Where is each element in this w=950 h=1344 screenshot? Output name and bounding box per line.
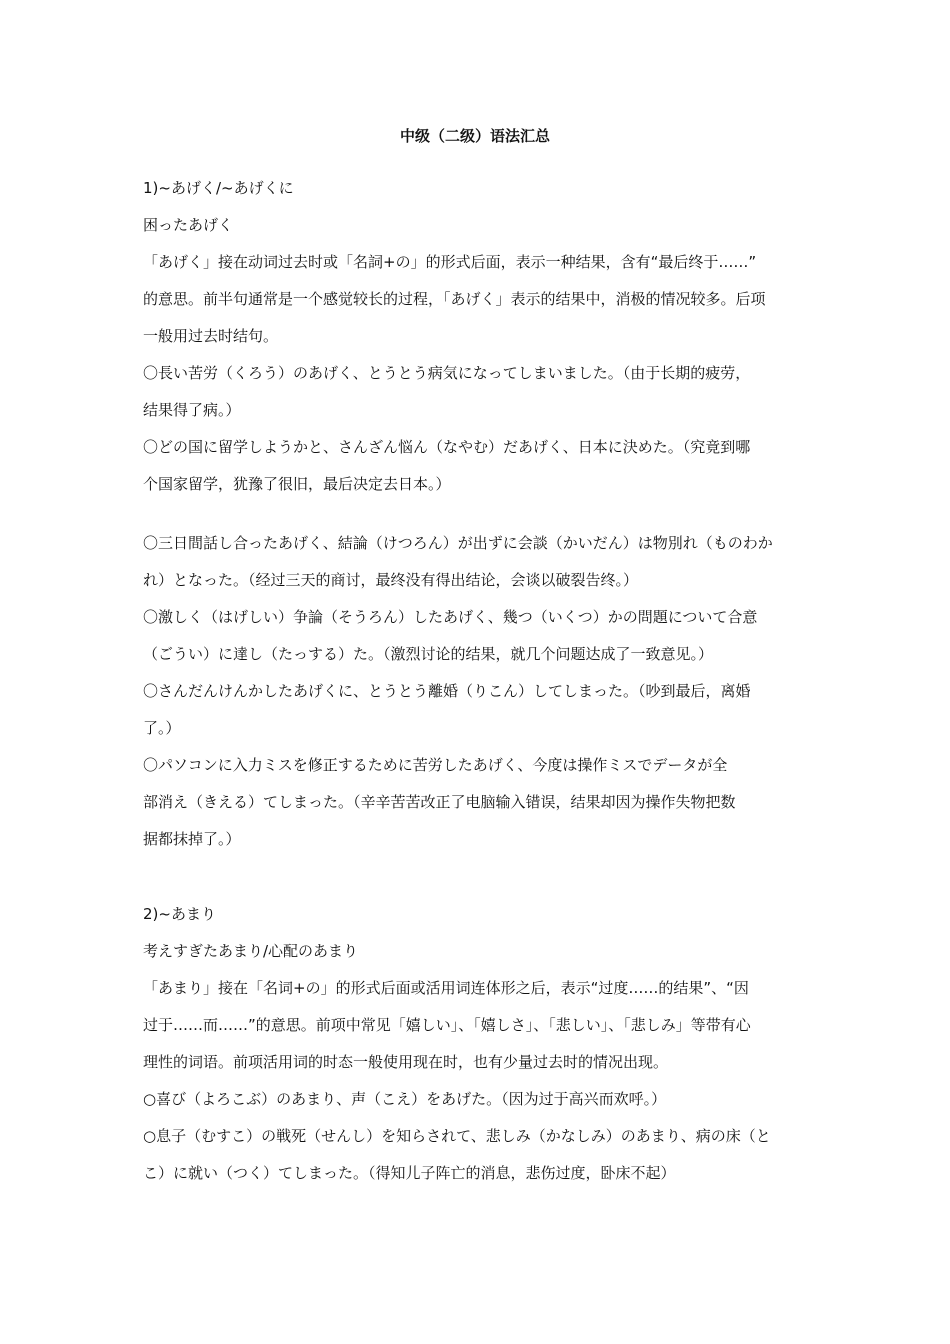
example-phrase: 考えすぎたあまり/心配のあまり — [143, 942, 359, 960]
example-sentence-line: こ）に就い（つく）てしまった。（得知儿子阵亡的消息，悲伤过度，卧床不起） — [143, 1164, 676, 1182]
example-sentence-line: （ごうい）に達し（たっする）た。（激烈讨论的结果，就几个问题达成了一致意见。） — [143, 645, 714, 663]
example-sentence-line: 结果得了病。） — [143, 401, 241, 419]
example-sentence-line: 据都抹掉了。） — [143, 830, 241, 848]
page-title: 中级（二级）语法汇总 — [399, 127, 550, 145]
section-spacer — [143, 858, 807, 896]
explanation-line: 的意思。前半句通常是一个感觉较长的过程，「あげく」表示的结果中，消极的情况较多。后项 — [143, 290, 766, 308]
example-sentence-line: 〇長い苦労（くろう）のあげく、とうとう病気になってしまいました。（由于长期的疲劳， — [143, 364, 751, 382]
example-sentence-line: ○息子（むすこ）の戦死（せんし）を知らされて、悲しみ（かなしみ）のあまり、病の床（と — [143, 1127, 771, 1145]
document-body — [143, 170, 807, 1192]
explanation-line: 过于……而……”的意思。前项中常见「嬉しい」、「嬉しさ」、「悲しい」、「悲しみ」等带有心 — [143, 1016, 751, 1034]
example-sentence-line: ○喜び（よろこぶ）のあまり、声（こえ）をあげた。（因为过于高兴而欢呼。） — [143, 1090, 667, 1108]
section-heading: 2)~あまり — [143, 905, 216, 923]
explanation-line: 理性的词语。前项活用词的时态一般使用现在时，也有少量过去时的情况出现。 — [143, 1053, 669, 1071]
example-sentence-line: 部消え（きえる）てしまった。（辛辛苦苦改正了电脑输入错误，结果却因为操作失物把数 — [143, 793, 736, 811]
paragraph-spacer — [143, 503, 807, 525]
example-sentence-line: 〇パソコンに入力ミスを修正するために苦労したあげく、今度は操作ミスでデータが全 — [143, 756, 728, 774]
example-sentence-line: れ）となった。（经过三天的商讨，最终没有得出结论，会谈以破裂告终。） — [143, 571, 639, 589]
example-sentence-line: 〇どの国に留学しようかと、さんざん悩ん（なやむ）だあげく、日本に決めた。（究竟到哪 — [143, 438, 751, 456]
explanation-line: 「あげく」接在动词过去时或「名詞+の」的形式后面，表示一种结果，含有“最后终于……” — [143, 253, 757, 271]
example-sentence-line: 〇さんだんけんかしたあげくに、とうとう離婚（りこん）してしまった。（吵到最后，离婚 — [143, 682, 751, 700]
example-phrase: 困ったあげく — [143, 216, 234, 234]
example-sentence-line: 〇激しく（はげしい）争論（そうろん）したあげく、幾つ（いくつ）かの問題について合意 — [143, 608, 758, 626]
section-heading: 1)~あげく/~あげくに — [143, 179, 294, 197]
example-sentence-line: 了。） — [143, 719, 181, 737]
explanation-line: 「あまり」接在「名词+の」的形式后面或活用词连体形之后，表示“过度……的结果”、“因 — [143, 979, 749, 997]
explanation-line: 一般用过去时结句。 — [143, 327, 279, 345]
example-sentence-line: 个国家留学，犹豫了很旧，最后决定去日本。） — [143, 475, 451, 493]
example-sentence-line: 〇三日間話し合ったあげく、結論（けつろん）が出ずに会談（かいだん）は物別れ（ものわか — [143, 534, 773, 552]
